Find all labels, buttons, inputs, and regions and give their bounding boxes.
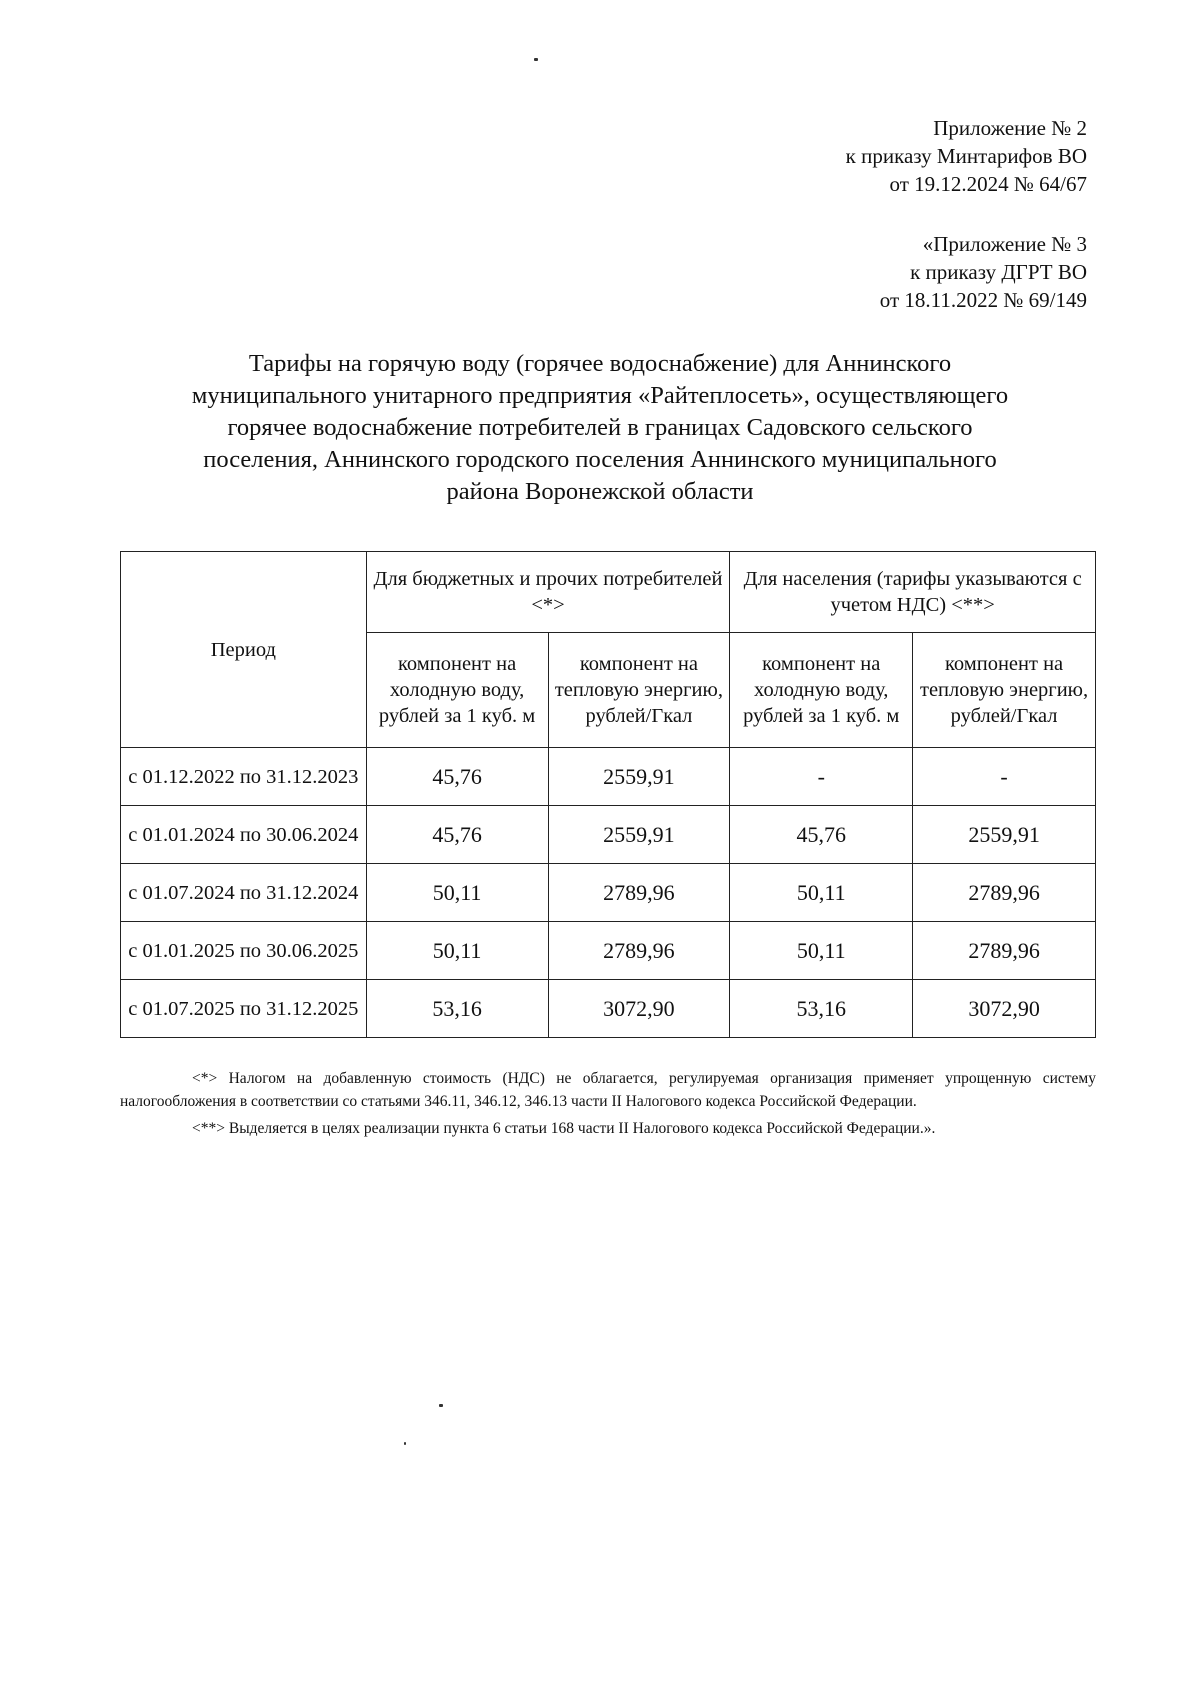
budget-heat-cell: 2559,91 (548, 748, 730, 806)
appendix-2-line: от 19.12.2024 № 64/67 (889, 172, 1087, 196)
footnote-population: <**> Выделяется в целях реализации пункта 6 статьи 168 части II Налогового кодекса Российской Федерации.». (192, 1120, 936, 1137)
title-line: муниципального унитарного предприятия «Райтеплосеть», осуществляющего (191, 382, 1009, 409)
period-cell: с 01.01.2024 по 30.06.2024 (121, 806, 367, 864)
title-line: района Воронежской области (446, 478, 754, 505)
population-cold-cell: 50,11 (730, 922, 913, 980)
population-group-header: Для населения (тарифы указываются с учетом НДС) <**> (730, 552, 1096, 633)
appendix-2-line: Приложение № 2 (933, 116, 1087, 140)
table-row (121, 922, 1096, 980)
scan-speck (439, 1404, 443, 1407)
budget-cold-cell: 50,11 (366, 922, 548, 980)
population-cold-cell: 50,11 (730, 864, 913, 922)
scan-speck (404, 1442, 406, 1445)
table-row (121, 980, 1096, 1038)
population-heat-cell: 2559,91 (913, 806, 1096, 864)
population-heat-energy-header: компонент на тепловую энергию, рублей/Гкал (913, 633, 1096, 748)
table-header-row (121, 552, 1096, 633)
population-cold-water-header: компонент на холодную воду, рублей за 1 куб. м (730, 633, 913, 748)
population-cold-cell: 53,16 (730, 980, 913, 1038)
period-cell: с 01.07.2025 по 31.12.2025 (121, 980, 367, 1038)
population-heat-cell: 3072,90 (913, 980, 1096, 1038)
population-heat-cell: 2789,96 (913, 922, 1096, 980)
budget-cold-water-header: компонент на холодную воду, рублей за 1 куб. м (366, 633, 548, 748)
appendix-2-line: к приказу Минтарифов ВО (845, 144, 1087, 168)
period-cell: с 01.07.2024 по 31.12.2024 (121, 864, 367, 922)
budget-cold-cell: 45,76 (366, 748, 548, 806)
period-header: Период (121, 552, 367, 748)
budget-cold-cell: 50,11 (366, 864, 548, 922)
table-row (121, 864, 1096, 922)
period-cell: с 01.01.2025 по 30.06.2025 (121, 922, 367, 980)
title-line: поселения, Аннинского городского поселения Аннинского муниципального (203, 446, 997, 473)
budget-heat-cell: 2789,96 (548, 922, 730, 980)
title-line: горячее водоснабжение потребителей в границах Садовского сельского (227, 414, 973, 441)
table-row (121, 806, 1096, 864)
appendix-2-reference (846, 114, 1087, 198)
budget-group-header: Для бюджетных и прочих потребителей <*> (366, 552, 730, 633)
budget-cold-cell: 53,16 (366, 980, 548, 1038)
tariff-table (120, 551, 1096, 1038)
population-cold-cell: - (730, 748, 913, 806)
budget-cold-cell: 45,76 (366, 806, 548, 864)
appendix-3-line: от 18.11.2022 № 69/149 (879, 288, 1087, 312)
footnotes (120, 1067, 1096, 1140)
budget-heat-energy-header: компонент на тепловую энергию, рублей/Гкал (548, 633, 730, 748)
budget-heat-cell: 2559,91 (548, 806, 730, 864)
population-heat-cell: 2789,96 (913, 864, 1096, 922)
appendix-3-line: к приказу ДГРТ ВО (910, 260, 1087, 284)
scan-speck (534, 58, 538, 61)
appendix-3-reference (880, 230, 1087, 314)
budget-heat-cell: 3072,90 (548, 980, 730, 1038)
period-cell: с 01.12.2022 по 31.12.2023 (121, 748, 367, 806)
document-title (120, 348, 1080, 508)
population-cold-cell: 45,76 (730, 806, 913, 864)
table-row (121, 748, 1096, 806)
title-line: Тарифы на горячую воду (горячее водоснабжение) для Аннинского (248, 350, 952, 377)
footnote-budget: <*> Налогом на добавленную стоимость (НДС) не облагается, регулируемая организация применяет упрощенную систему налогообложения в соответствии со статьями 346.11, 346.12, 346.13 части II Налогового кодекса Российской Федерации. (120, 1070, 1096, 1110)
appendix-3-line: «Приложение № 3 (922, 232, 1087, 256)
population-heat-cell: - (913, 748, 1096, 806)
budget-heat-cell: 2789,96 (548, 864, 730, 922)
